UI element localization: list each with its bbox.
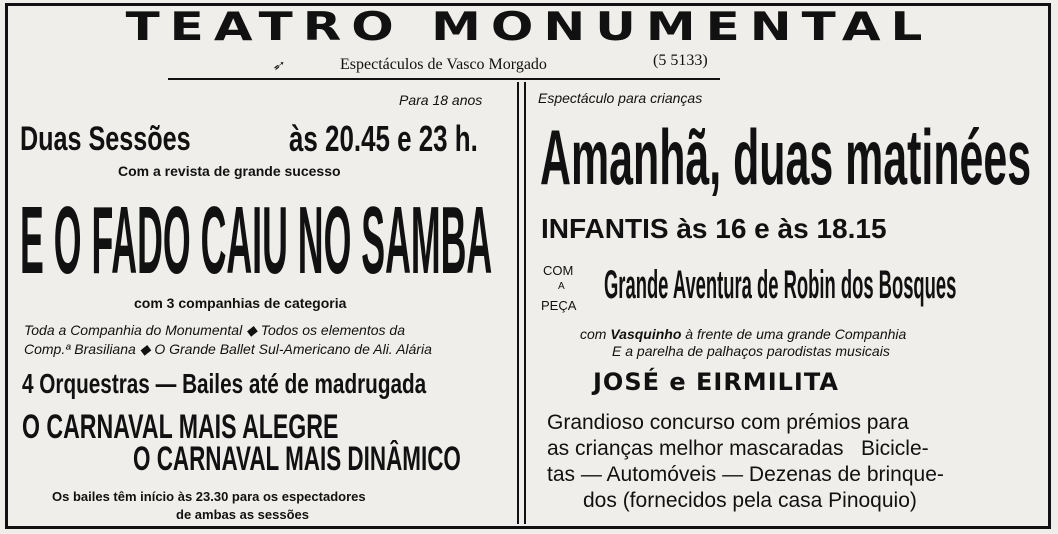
orchestras-line: 4 Orquestras — Bailes até de madrugada (22, 368, 427, 399)
contest-line-2: as crianças melhor mascaradas Biciclе- (547, 437, 929, 460)
age-note: Para 18 anos (399, 92, 483, 108)
theatre-title: TEATRO MONUMENTAL (125, 4, 933, 50)
sessions-line (20, 120, 251, 164)
header-rule (168, 78, 720, 80)
com-label: COM (543, 263, 574, 278)
headline-wrap (540, 112, 1058, 202)
sessions-times: às 20.45 e 23 h. (289, 118, 478, 159)
balls-line-1: Os bailes têm início às 23.30 para os espectadores (52, 489, 366, 504)
company-line-1-name: Vasquinho (610, 326, 682, 342)
contest-line-3: tas — Automóveis — Dezenas de brinque- (547, 463, 944, 486)
producer-name: Espectáculos de Vasco Morgado (340, 56, 547, 73)
play-title-wrap (604, 262, 1058, 308)
clowns-names: JOSÉ e EIRMILITA (593, 368, 839, 396)
headline: Amanhã, duas matinées (540, 113, 1032, 201)
company-line-1-pre: com (580, 326, 611, 342)
sessions-label: Duas Sessões (20, 120, 191, 158)
sessions-times-wrap (289, 118, 551, 162)
decorative-mark-icon: ➶ (272, 59, 284, 74)
contest-line-4: dos (fornecidos pela casa Pinoquio) (583, 489, 917, 512)
balls-line-2: de ambas as sessões (176, 507, 309, 522)
carnival-line-1: O CARNAVAL MAIS ALEGRE (22, 408, 339, 446)
carnival-line-2: O CARNAVAL MAIS DINÂMICO (133, 440, 461, 478)
company-line-1 (580, 326, 906, 342)
a-label: A (558, 281, 565, 292)
kids-note: Espectáculo para crianças (538, 90, 703, 106)
play-title: Grande Aventura de Robin dos Bosques (604, 263, 957, 307)
infantis-line: INFANTIS às 16 e às 18.15 (541, 213, 887, 244)
revue-intro: Com a revista de grande sucesso (118, 163, 341, 179)
contest-line-1: Grandioso concurso com prémios para (547, 411, 909, 434)
cast-line-1: Toda a Companhia do Monumental ◆ Todos os elementos da (24, 322, 405, 338)
show-title: E O FADO CAIU NO SAMBA (20, 187, 493, 294)
company-line-2: E a parelha de palhaços parodistas musicais (612, 343, 890, 359)
cast-line-2: Comp.ª Brasiliana ◆ O Grande Ballet Sul-Americano de Ali. Alária (24, 341, 432, 357)
orchestras-wrap (22, 368, 568, 400)
peca-label: PEÇA (541, 298, 577, 313)
company-line-1-post: à frente de uma grande Companhia (681, 326, 907, 342)
phone-number: (5 5133) (653, 52, 708, 69)
infantis-wrap (541, 213, 887, 245)
companies-line: com 3 companhias de categoria (134, 295, 347, 311)
